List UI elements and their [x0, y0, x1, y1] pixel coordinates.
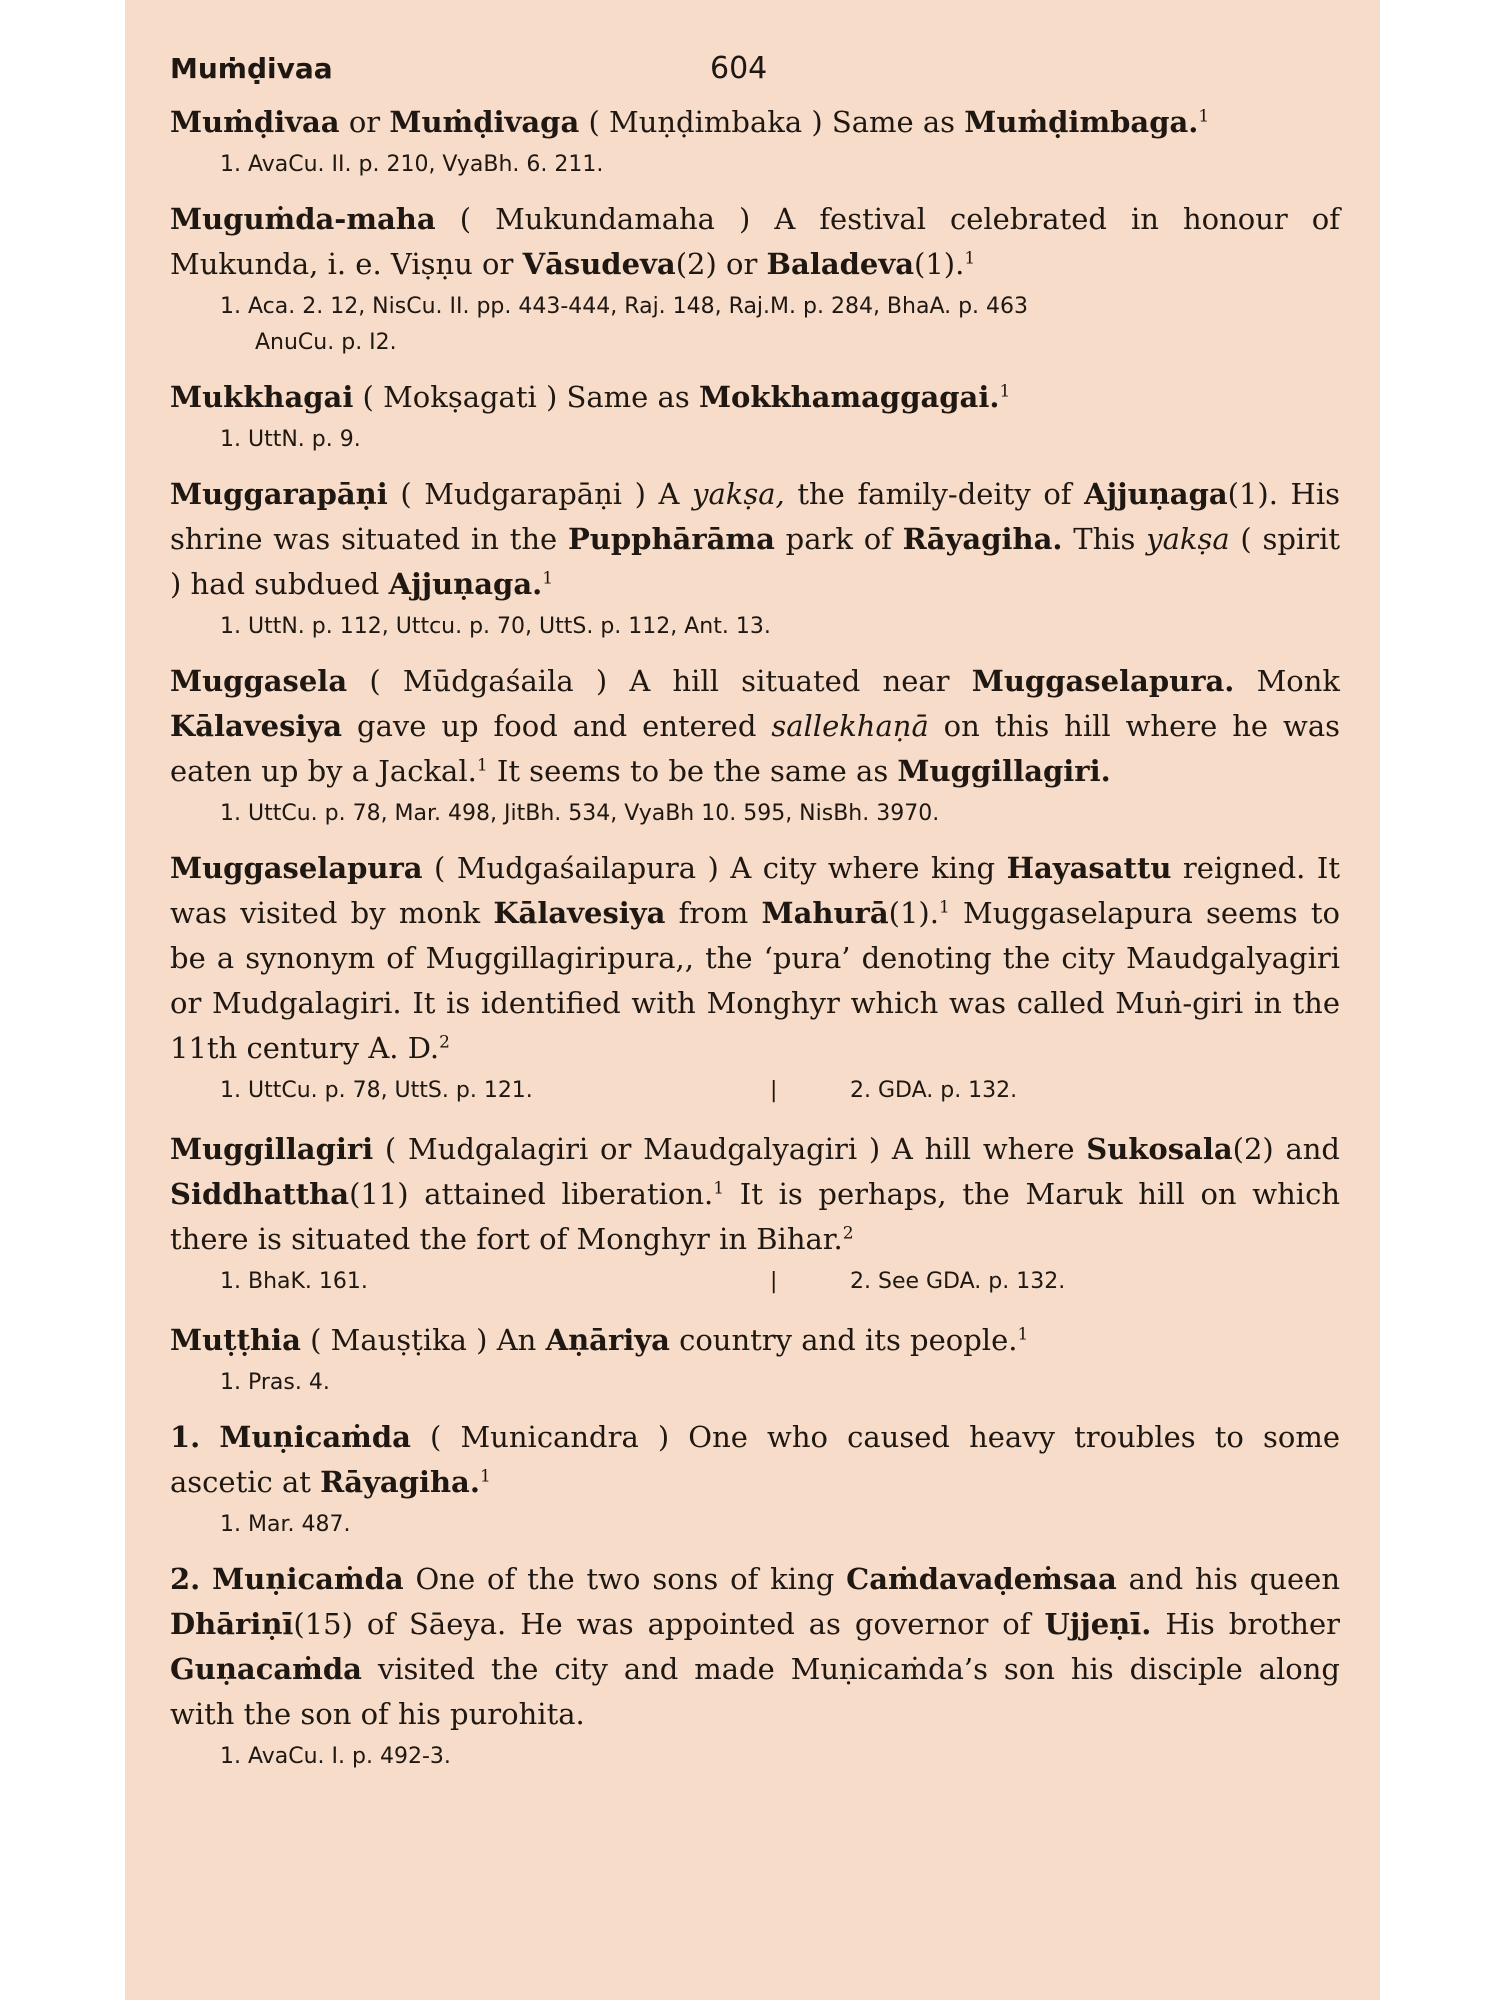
cross-reference: Muṁḍimbaga.: [964, 105, 1199, 139]
footnotes: 1. UttN. p. 9.: [220, 427, 361, 452]
footnote-marker: 2: [439, 1032, 450, 1053]
footnotes: 1. UttN. p. 112, Uttcu. p. 70, UttS. p. 112, Ant. 13.: [220, 614, 771, 639]
entry-body: Muṭṭhia ( Mauṣṭika ) An Aṇāriya country and its people.$^1$: [170, 1323, 1029, 1357]
cross-reference: Aṇāriya: [545, 1323, 670, 1357]
entry-mutthia: [170, 1318, 1340, 1401]
cross-reference: Kālavesiya: [170, 709, 343, 743]
entry-muggillagiri: [170, 1127, 1340, 1304]
footnotes: 1. AvaCu. II. p. 210, VyaBh. 6. 211.: [220, 152, 604, 177]
running-headword: Muṁḍivaa: [170, 52, 333, 85]
cross-reference: Mokkhamaggagai.: [698, 380, 1000, 414]
entry-muggarapani: [170, 472, 1340, 645]
cross-reference: Pupphārāma: [568, 522, 775, 556]
cross-reference: Vāsudeva: [522, 247, 676, 281]
footnotes: 1. BhaK. 161. | 2. See GDA. p. 132.: [170, 1264, 1340, 1304]
cross-reference: Sukosala: [1086, 1132, 1233, 1166]
headword: Muguṁda-maha: [170, 202, 436, 236]
cross-reference: Ajjuṇaga.: [388, 567, 543, 601]
entry-body: Muguṁda-maha ( Mukundamaha ) A festival celebrated in honour of Mukunda, i. e. Viṣṇu or Vāsudeva(2) or Baladeva(1).$^1$: [170, 202, 1340, 281]
headword: Muggaselapura: [170, 851, 423, 885]
footnote-marker: 1: [999, 381, 1011, 402]
entry-body: Muggaselapura ( Mudgaśailapura ) A city where king Hayasattu reigned. It was visited by monk Kālavesiya from Mahurā(1).$^1$ Muggaselapura seems to be a synonym of Muggillagiripura,, the ‘pura’ denoting the city Maudgalyagiri or Mudgalagiri. It is identified with Monghyr which was called Muṅ-giri in the 11th century A. D.$^2$: [170, 851, 1341, 1065]
footnote-marker: 1: [542, 568, 554, 589]
headword: Muggarapāṇi: [170, 477, 388, 511]
running-header: [170, 40, 1340, 100]
cross-reference: Ujjeṇī.: [1044, 1607, 1152, 1641]
headword: Muṁḍivaa: [170, 105, 340, 139]
cross-reference: Muggaselapura.: [971, 664, 1235, 698]
cross-reference: Siddhattha: [170, 1177, 350, 1211]
cross-reference: Guṇacaṁda: [170, 1652, 362, 1686]
entry-body: Muggillagiri ( Mudgalagiri or Maudgalyagiri ) A hill where Sukosala(2) and Siddhattha(11) attained liberation.$^1$ It is perhaps, the Maruk hill on which there is situated the fort of Monghyr in Bihar.$^2$: [170, 1132, 1340, 1256]
footnotes: 1. UttCu. p. 78, UttS. p. 121. | 2. GDA. p. 132.: [170, 1073, 1340, 1113]
entry-municamda-1: [170, 1415, 1340, 1543]
footnotes: 1. Aca. 2. 12, NisCu. II. pp. 443-444, Raj. 148, Raj.M. p. 284, BhaA. p. 463 AnuCu. p. I2.: [220, 294, 1029, 355]
entry-number: 1.: [170, 1420, 201, 1454]
page-number: 604: [710, 51, 768, 86]
headword: Muṇicaṁda: [212, 1562, 404, 1596]
entry-body: Mukkhagai ( Mokṣagati ) Same as Mokkhamaggagai.$^1$: [170, 380, 1011, 414]
headword: Mukkhagai: [170, 380, 354, 414]
footnote-marker: 1: [476, 755, 488, 776]
entry-body: Muggasela ( Mūdgaśaila ) A hill situated near Muggaselapura. Monk Kālavesiya gave up food and entered sallekhaṇā on this hill where he was eaten up by a Jackal.$^1$ It seems to be the same as Muggillagiri.: [170, 664, 1340, 788]
footnotes: 1. Pras. 4.: [220, 1370, 330, 1395]
entry-body: Muggarapāṇi ( Mudgarapāṇi ) A yakṣa, the family-deity of Ajjuṇaga(1). His shrine was situated in the Pupphārāma park of Rāyagiha. This yakṣa ( spirit ) had subdued Ajjuṇaga.$^1$: [170, 477, 1340, 601]
column-divider: |: [770, 1269, 778, 1294]
footnote-marker: 1: [479, 1466, 491, 1487]
cross-reference: Baladeva: [766, 247, 915, 281]
footnote-marker: 1: [964, 248, 976, 269]
entry-muggasela: [170, 659, 1340, 832]
cross-reference: Muggillagiri.: [897, 754, 1111, 788]
cross-reference: Hayasattu: [1006, 851, 1172, 885]
book-page: [125, 0, 1380, 2000]
footnote-marker: 1: [713, 1178, 725, 1199]
cross-reference: Kālavesiya: [493, 896, 666, 930]
entry-mumdivaa: [170, 100, 1340, 183]
entry-body: 1. Muṇicaṁda ( Municandra ) One who caused heavy troubles to some ascetic at Rāyagiha.$^1$: [170, 1420, 1341, 1499]
entry-mugumda-maha: [170, 197, 1340, 361]
footnote-marker: 1: [1198, 106, 1210, 127]
cross-reference: Rāyagiha.: [902, 522, 1063, 556]
column-divider: |: [770, 1078, 778, 1103]
entry-muggaselapura: [170, 846, 1340, 1113]
footnotes: 1. Mar. 487.: [220, 1512, 351, 1537]
headword: Muṭṭhia: [170, 1323, 301, 1357]
footnotes: 1. UttCu. p. 78, Mar. 498, JitBh. 534, VyaBh 10. 595, NisBh. 3970.: [220, 801, 940, 826]
footnotes: 1. AvaCu. I. p. 492-3.: [220, 1744, 451, 1769]
cross-reference: Mahurā: [761, 896, 889, 930]
variant-headword: Muṁḍivaga: [389, 105, 580, 139]
cross-reference: Rāyagiha.: [320, 1465, 480, 1499]
entry-municamda-2: [170, 1557, 1340, 1775]
footnote-marker: 1: [938, 897, 950, 918]
footnote-marker: 2: [842, 1223, 854, 1244]
headword: Muggillagiri: [170, 1132, 374, 1166]
page-text: [170, 40, 1340, 1789]
cross-reference: Caṁdavaḍeṁsaa: [846, 1562, 1117, 1596]
headword: Muṇicaṁda: [219, 1420, 411, 1454]
headword: Muggasela: [170, 664, 348, 698]
entry-body: 2. Muṇicaṁda One of the two sons of king Caṁdavaḍeṁsaa and his queen Dhāriṇī(15) of Sāeya. He was appointed as governor of Ujjeṇī. His brother Guṇacaṁda visited the city and made Muṇicaṁda’s son his disciple along with the son of his purohita.: [170, 1562, 1341, 1731]
entry-number: 2.: [170, 1562, 201, 1596]
entry-body: Muṁḍivaa or Muṁḍivaga ( Muṇḍimbaka ) Same as Muṁḍimbaga.$^1$: [170, 105, 1210, 139]
footnote-marker: 1: [1017, 1324, 1029, 1345]
cross-reference: Ajjuṇaga: [1084, 477, 1228, 511]
entry-mukkhagai: [170, 375, 1340, 458]
cross-reference: Dhāriṇī: [170, 1607, 294, 1641]
